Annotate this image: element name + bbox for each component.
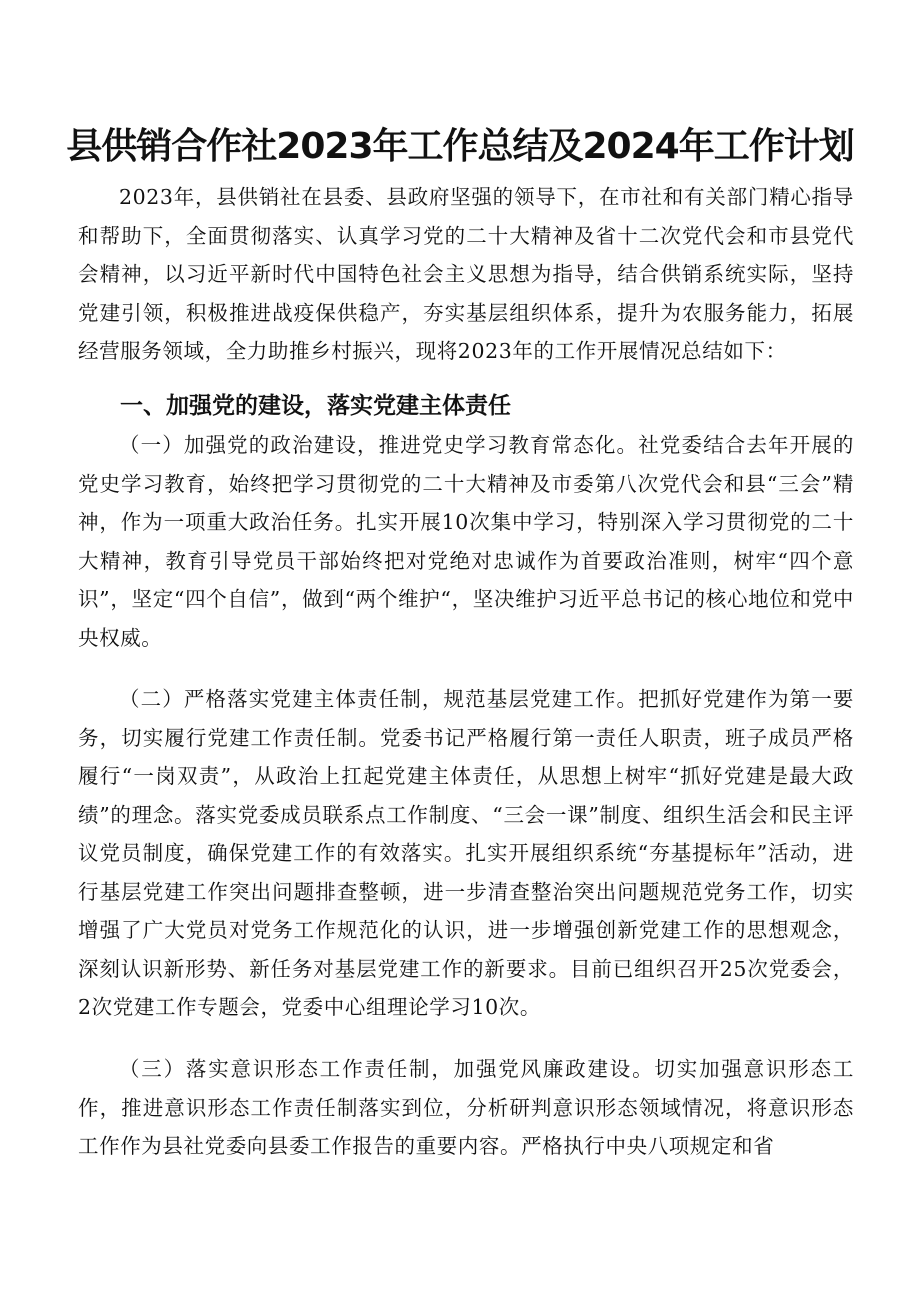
intro-paragraph: 2023年，县供销社在县委、县政府坚强的领导下，在市社和有关部门精心指导和帮助下，全面贯彻落实、认真学习党的二十大精神及省十二次党代会和市县党代会精神，以习近平新时代中国特色社会主义思想为指导，结合供销系统实际，坚持党建引领，积极推进战疫保供稳产，夯实基层组织体系，提升为农服务能力，拓展经营服务领域，全力助推乡村振兴，现将2023年的工作开展情况总结如下： [78, 185, 854, 363]
document-title: 县供销合作社2023年工作总结及2024年工作计划 [66, 126, 854, 167]
paragraph-ideology-responsibility: （三）落实意识形态工作责任制，加强党风廉政建设。切实加强意识形态工作，推进意识形态工作责任制落实到位，分析研判意识形态领域情况，将意识形态工作作为县社党委向县委工作报告的重要内容。严格执行中央八项规定和省 [78, 1057, 854, 1158]
paragraph-party-political-building: （一）加强党的政治建设，推进党史学习教育常态化。社党委结合去年开展的党史学习教育，始终把学习贯彻党的二十大精神及市委第八次党代会和县“三会”精神，作为一项重大政治任务。扎实开展10次集中学习，特别深入学习贯彻党的二十大精神，教育引导党员干部始终把对党绝对忠诚作为首要政治准则，树牢“四个意识”，坚定“四个自信”，做到“两个维护“，坚决维护习近平总书记的核心地位和党中央权威。 [78, 433, 854, 650]
section-heading: 一、加强党的建设，落实党建主体责任 [120, 393, 511, 419]
paragraph-party-responsibility: （二）严格落实党建主体责任制，规范基层党建工作。把抓好党建作为第一要务，切实履行党建工作责任制。党委书记严格履行第一责任人职责，班子成员严格履行“一岗双责”，从政治上扛起党建主体责任，从思想上树牢“抓好党建是最大政绩”的理念。落实党委成员联系点工作制度、“三会一课”制度、组织生活会和民主评议党员制度，确保党建工作的有效落实。扎实开展组织系统“夯基提标年”活动，进行基层党建工作突出问题排查整顿，进一步清查整治突出问题规范党务工作，切实增强了广大党员对党务工作规范化的认识，进一步增强创新党建工作的思想观念，深刻认识新形势、新任务对基层党建工作的新要求。目前已组织召开25次党委会，2次党建工作专题会，党委中心组理论学习10次。 [78, 687, 854, 1019]
